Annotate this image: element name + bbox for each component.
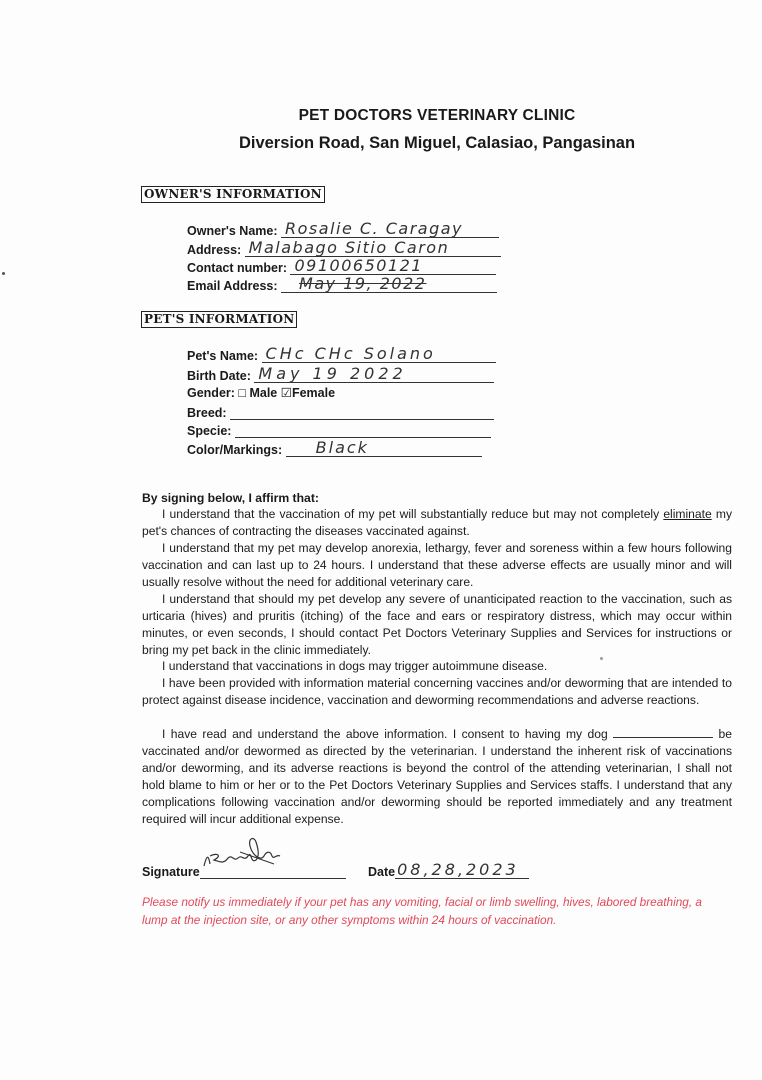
female-label: Female — [291, 386, 336, 400]
pet-specie-field — [187, 421, 491, 438]
paragraph-1-text-a: I understand that the vaccination of my pet will substantially reduce but may not completely — [162, 507, 664, 521]
date-value: 08,28,2023 — [397, 860, 519, 879]
affirm-heading: By signing below, I affirm that: — [142, 491, 319, 505]
date-line — [395, 862, 529, 879]
owner-contact-field — [187, 258, 496, 275]
owner-name-field — [187, 221, 499, 238]
paragraph-1-text-b: my pet's chances of contracting the diseases vaccinated against. — [142, 507, 732, 538]
pet-color-line — [286, 440, 482, 457]
scan-speck — [2, 272, 5, 275]
handwritten-signature-icon — [200, 834, 310, 882]
paragraph-5: I have been provided with information material concerning vaccines and/or deworming that are intended to protect against disease incidence, vaccination and deworming recommendations and adverse reactions. — [142, 676, 732, 707]
owner-address-field — [187, 240, 501, 257]
pet-gender-field — [187, 385, 335, 400]
paragraph-1 — [142, 506, 732, 540]
owner-email-value: May 19, 2022 — [299, 274, 427, 293]
pet-birthdate-field — [187, 366, 494, 383]
pet-birthdate-line — [254, 366, 494, 383]
paragraph-6-text-a: I have read and understand the above information. I consent to having my dog — [162, 727, 614, 741]
notice-text: Please notify us immediately if your pet has any vomiting, facial or limb swelling, hives, labored breathing, a lump at the injection site, or any other symptoms within 24 hours of vaccination. — [142, 895, 702, 927]
clinic-name: PET DOCTORS VETERINARY CLINIC — [298, 107, 576, 124]
pet-specie-label: Specie: — [187, 424, 232, 438]
pet-gender-label: Gender: — [187, 386, 235, 400]
owner-email-line — [281, 276, 497, 293]
owner-contact-line — [290, 258, 496, 275]
paragraph-6 — [142, 726, 732, 828]
paragraph-3: I understand that should my pet develop any severe of unanticipated reaction to the vaccination, such as urticaria (hives) and pruritis (itching) of the face and ears or respiratory distress, which may occur within minutes, or even seconds, I should contact Pet Doctors Veterinary Supplies and Services for instructions or bring my pet back in the clinic immediately. — [142, 592, 732, 657]
scan-speck — [600, 657, 603, 660]
paragraph-6-text-b: be vaccinated and/or dewormed as directed by the veterinarian. I understand the inherent risk of vaccinations and/or deworming, and its adverse reactions is beyond the control of the attending veterinarian, I shall not hold blame to him or her or to the Pet Doctors Veterinary Supplies and Services staffs. I understand that any complications following vaccination and/or deworming should be reported immediately and any treatment required will incur additional expense. — [142, 727, 733, 826]
pet-name-field — [187, 346, 496, 363]
female-checkbox[interactable]: ☑ — [280, 386, 292, 400]
owner-name-value: Rosalie C. Caragay — [285, 219, 463, 238]
pet-name-label: Pet's Name: — [187, 349, 259, 363]
owner-name-label: Owner's Name: — [187, 224, 278, 238]
male-checkbox[interactable]: □ — [238, 386, 246, 400]
paragraph-1-underlined: eliminate — [663, 507, 712, 521]
owner-name-line — [281, 221, 499, 238]
pet-name-value: CHc CHc Solano — [265, 344, 436, 363]
owner-address-value: Malabago Sitio Caron — [248, 238, 450, 257]
pet-birthdate-label: Birth Date: — [187, 369, 251, 383]
date-label: Date — [368, 865, 396, 879]
owner-address-label: Address: — [187, 243, 242, 257]
owner-email-field — [187, 276, 497, 293]
owner-email-label: Email Address: — [187, 279, 278, 293]
owner-contact-label: Contact number: — [187, 261, 287, 275]
male-label: Male — [249, 386, 278, 400]
signature-line — [200, 862, 346, 879]
owner-contact-value: 09100650121 — [294, 256, 423, 275]
pet-color-value: Black — [315, 438, 369, 457]
pet-color-label: Color/Markings: — [187, 443, 283, 457]
paragraph-2: I understand that my pet may develop anorexia, lethargy, fever and soreness within a few hours following vaccination and can last up to 24 hours. I understand that these adverse effects are usually minor and will usually resolve without the need for additional veterinary care. — [142, 541, 732, 589]
date-field — [368, 862, 529, 879]
owner-section-title: OWNER'S INFORMATION — [141, 186, 325, 203]
pet-color-field — [187, 440, 482, 457]
signature-field — [142, 862, 346, 879]
pet-name-line — [262, 346, 496, 363]
signature-label: Signature — [142, 865, 200, 879]
owner-address-line — [245, 240, 501, 257]
pet-specie-line — [235, 421, 491, 438]
pet-breed-field — [187, 403, 494, 420]
pet-section-title: PET'S INFORMATION — [141, 311, 297, 328]
pet-birthdate-value: May 19 2022 — [258, 364, 407, 383]
paragraph-4: I understand that vaccinations in dogs may trigger autoimmune disease. — [162, 659, 548, 673]
clinic-address: Diversion Road, San Miguel, Calasiao, Pangasinan — [238, 134, 636, 152]
pet-breed-line — [230, 403, 494, 420]
pet-breed-label: Breed: — [187, 406, 227, 420]
dog-name-blank — [613, 726, 713, 738]
